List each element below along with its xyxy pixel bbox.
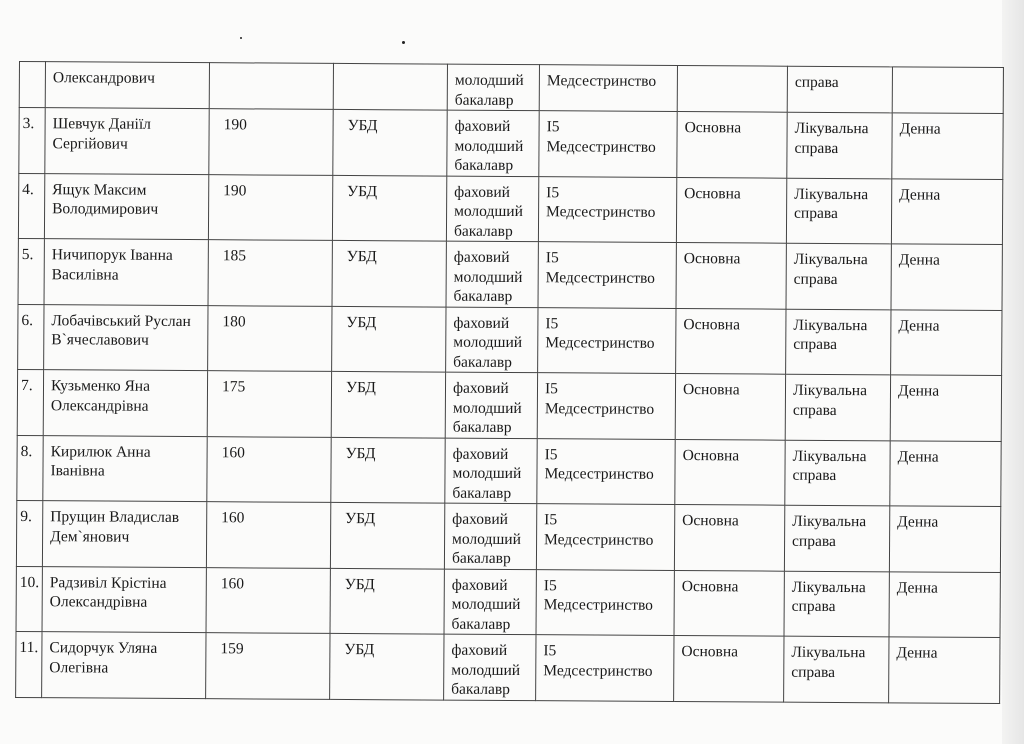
cell-specialty: I5 Медсестринство xyxy=(538,242,676,308)
cell-number: 4. xyxy=(18,173,44,239)
table-row xyxy=(16,500,1000,572)
cell-type: Основна xyxy=(676,243,786,309)
cell-name: Ничипорук Iванна Василiвна xyxy=(44,239,208,306)
cell-program: справа xyxy=(787,66,892,113)
cell-degree: фаховий молодший бакалавр xyxy=(444,503,536,569)
table-row xyxy=(18,304,1002,376)
cell-type: Основна xyxy=(675,374,785,440)
table-row xyxy=(16,566,1000,638)
cell-program: Лiкувальна справа xyxy=(786,309,891,375)
cell-specialty: I5 Медсестринство xyxy=(537,373,675,439)
cell-type: Основна xyxy=(675,439,785,505)
cell-specialty: I5 Медсестринство xyxy=(539,111,677,177)
table-row xyxy=(17,369,1001,441)
cell-form: Денна xyxy=(892,113,1003,179)
cell-degree: фаховий молодший бакалавр xyxy=(446,176,538,242)
table-row xyxy=(16,631,1000,703)
cell-program: Лiкувальна справа xyxy=(787,112,892,178)
cell-category: УБД xyxy=(332,175,446,241)
cell-name: Шевчук Данiїл Сергiйович xyxy=(45,108,209,175)
cell-score: 160 xyxy=(206,502,330,568)
cell-degree: фаховий молодший бакалавр xyxy=(446,241,538,307)
cell-name: Олександрович xyxy=(45,62,209,109)
cell-specialty: Медсестринство xyxy=(539,65,677,112)
cell-specialty: I5 Медсестринство xyxy=(536,635,674,701)
cell-specialty: I5 Медсестринство xyxy=(536,504,674,570)
cell-type: Основна xyxy=(674,505,784,571)
page-edge-shadow xyxy=(1002,0,1024,744)
cell-program: Лiкувальна справа xyxy=(786,178,891,244)
cell-name: Радзивiл Крiстiна Олександрiвна xyxy=(42,566,206,633)
cell-form xyxy=(892,67,1003,114)
cell-number: 11. xyxy=(16,631,42,697)
cell-number: 6. xyxy=(18,304,44,370)
cell-number xyxy=(19,62,45,108)
table-row xyxy=(17,435,1001,507)
cell-number: 9. xyxy=(16,500,42,566)
cell-score: 190 xyxy=(208,174,332,240)
cell-name: Лобачiвський Руслан В`ячеславович xyxy=(44,304,208,371)
cell-degree: фаховий молодший бакалавр xyxy=(445,438,537,504)
cell-number: 8. xyxy=(17,435,43,501)
cell-number: 3. xyxy=(19,108,45,174)
table-row xyxy=(18,238,1002,310)
cell-program: Лiкувальна справа xyxy=(784,636,889,702)
cell-name: Кузьменко Яна Олександрiвна xyxy=(43,370,207,437)
cell-type xyxy=(677,66,787,113)
cell-form: Денна xyxy=(889,571,1000,637)
cell-name: Прущин Владислав Дем`янович xyxy=(42,501,206,568)
scan-speck xyxy=(402,41,405,44)
cell-degree: фаховий молодший бакалавр xyxy=(444,569,536,635)
cell-type: Основна xyxy=(674,570,784,636)
cell-specialty: I5 Медсестринство xyxy=(537,438,675,504)
cell-type: Основна xyxy=(676,177,786,243)
cell-specialty: I5 Медсестринство xyxy=(538,307,676,373)
cell-type: Основна xyxy=(677,112,787,178)
cell-category: УБД xyxy=(333,109,447,175)
cell-score: 160 xyxy=(206,567,330,633)
cell-category: УБД xyxy=(332,306,446,372)
cell-degree: фаховий молодший бакалавр xyxy=(446,307,538,373)
cell-program: Лiкувальна справа xyxy=(784,571,889,637)
cell-score: 180 xyxy=(208,305,332,371)
cell-number: 5. xyxy=(18,238,44,304)
cell-form: Денна xyxy=(890,440,1001,506)
cell-category: УБД xyxy=(332,240,446,306)
cell-name: Ящук Максим Володимирович xyxy=(44,173,208,240)
cell-category: УБД xyxy=(330,568,444,634)
cell-degree: фаховий молодший бакалавр xyxy=(445,372,537,438)
scan-speck xyxy=(240,37,242,39)
applicants-table xyxy=(15,61,1004,704)
cell-category: УБД xyxy=(331,437,445,503)
cell-degree: фаховий молодший бакалавр xyxy=(447,110,539,176)
cell-type: Основна xyxy=(676,308,786,374)
cell-category: УБД xyxy=(330,502,444,568)
cell-form: Денна xyxy=(891,244,1002,310)
cell-name: Кирилюк Анна Iванiвна xyxy=(43,435,207,502)
cell-type: Основна xyxy=(674,636,784,702)
cell-program: Лiкувальна справа xyxy=(784,505,889,571)
cell-degree: фаховий молодший бакалавр xyxy=(444,634,536,700)
table-body xyxy=(16,62,1004,703)
cell-form: Денна xyxy=(889,506,1000,572)
cell-form: Денна xyxy=(890,375,1001,441)
cell-score: 185 xyxy=(208,240,332,306)
table-row xyxy=(18,173,1002,245)
cell-category: УБД xyxy=(330,633,444,699)
cell-name: Сидорчук Уляна Олегiвна xyxy=(42,632,206,699)
cell-score: 175 xyxy=(207,371,331,437)
cell-score: 160 xyxy=(207,436,331,502)
cell-score xyxy=(209,63,333,110)
cell-program: Лiкувальна справа xyxy=(785,440,890,506)
cell-number: 7. xyxy=(17,369,43,435)
cell-form: Денна xyxy=(889,637,1000,703)
cell-specialty: I5 Медсестринство xyxy=(538,176,676,242)
cell-number: 10. xyxy=(16,566,42,632)
cell-score: 190 xyxy=(209,109,333,175)
cell-program: Лiкувальна справа xyxy=(785,374,890,440)
cell-form: Денна xyxy=(891,178,1002,244)
cell-specialty: I5 Медсестринство xyxy=(536,569,674,635)
cell-degree: молодший бакалавр xyxy=(447,64,539,111)
cell-category: УБД xyxy=(331,371,445,437)
cell-score: 159 xyxy=(206,633,330,699)
cell-form: Денна xyxy=(891,309,1002,375)
table-row-continued xyxy=(19,62,1003,114)
table-row xyxy=(19,108,1003,180)
cell-program: Лiкувальна справа xyxy=(786,243,891,309)
cell-category xyxy=(333,63,447,110)
